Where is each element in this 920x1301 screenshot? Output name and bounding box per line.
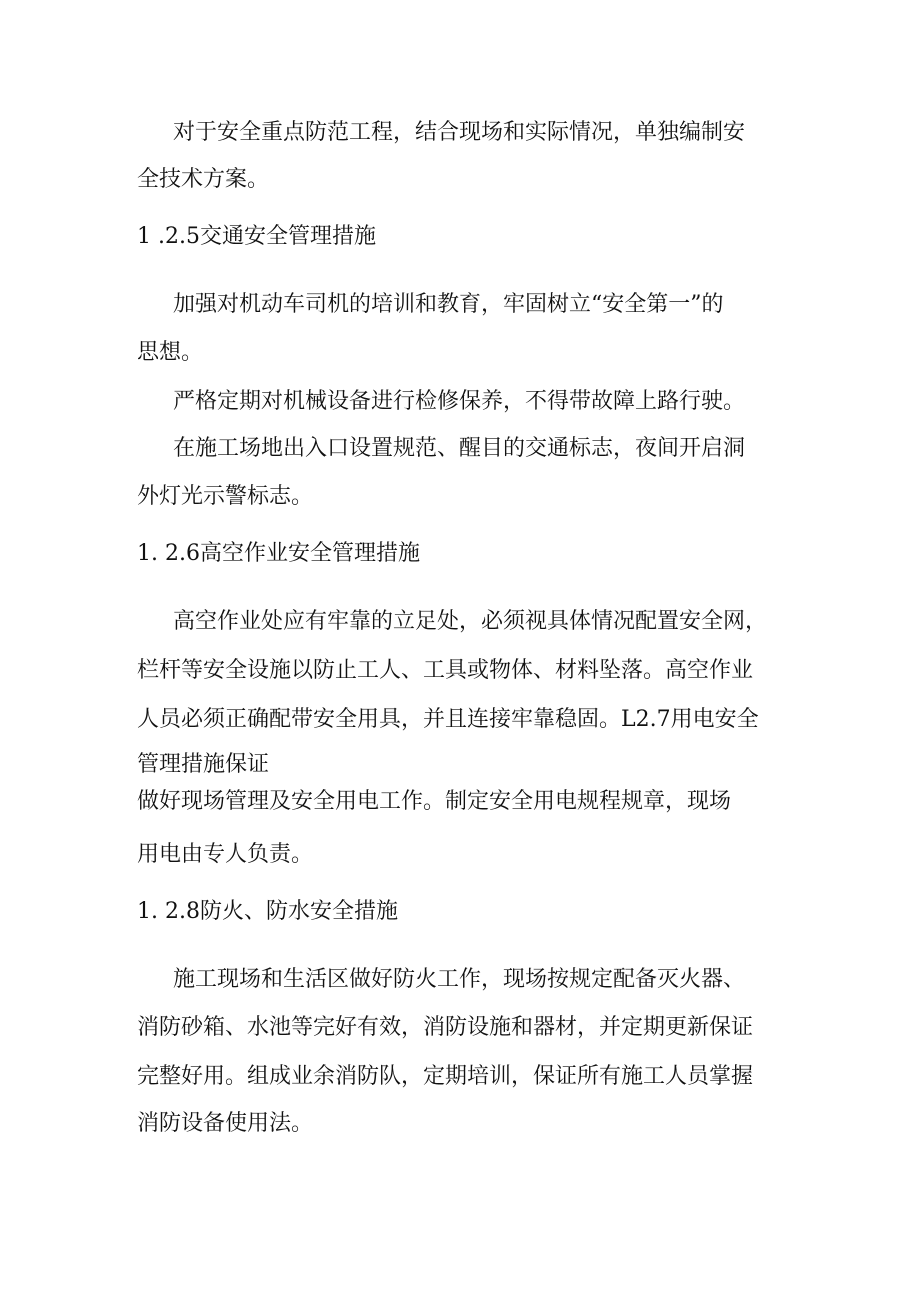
paragraph-line: 消防砂箱、水池等完好有效，消防设施和器材，并定期更新保证 [137,1015,754,1040]
paragraph-line: 严格定期对机械设备进行检修保养，不得带故障上路行驶。 [173,389,746,414]
paragraph-line: 在施工场地出入口设置规范、醒目的交通标志，夜间开启洞 [173,436,746,461]
paragraph-line: 思想。 [137,340,204,365]
section-heading-high-altitude-work: 1. 2.6高空作业安全管理措施 [137,541,420,566]
paragraph-line: 做好现场管理及安全用电工作。制定安全用电规程规章，现场 [137,789,732,814]
paragraph-line: 高空作业处应有牢靠的立足处，必须视具体情况配置安全网， [173,609,768,634]
paragraph-line: 消防设备使用法。 [137,1111,314,1136]
section-heading-fire-water-safety: 1. 2.8防火、防水安全措施 [137,899,398,924]
section-heading-traffic-safety: 1 .2.5交通安全管理措施 [137,224,376,249]
paragraph-line: 管理措施保证 [137,752,270,777]
paragraph-line: 全技术方案。 [137,167,270,192]
paragraph-line: 用电由专人负责。 [137,842,314,867]
paragraph-line: 施工现场和生活区做好防火工作，现场按规定配备灭火器、 [173,967,746,992]
paragraph-line: 加强对机动车司机的培训和教育，牢固树立“安全第一”的 [173,292,724,317]
paragraph-line: 栏杆等安全设施以防止工人、工具或物体、材料坠落。高空作业 [137,658,754,683]
paragraph-line: 对于安全重点防范工程，结合现场和实际情况，单独编制安 [173,120,746,145]
paragraph-line: 完整好用。组成业余消防队，定期培训，保证所有施工人员掌握 [137,1064,754,1089]
paragraph-line: 外灯光示警标志。 [137,484,314,509]
paragraph-line: 人员必须正确配带安全用具，并且连接牢靠稳固。L2.7用电安全 [137,707,759,732]
